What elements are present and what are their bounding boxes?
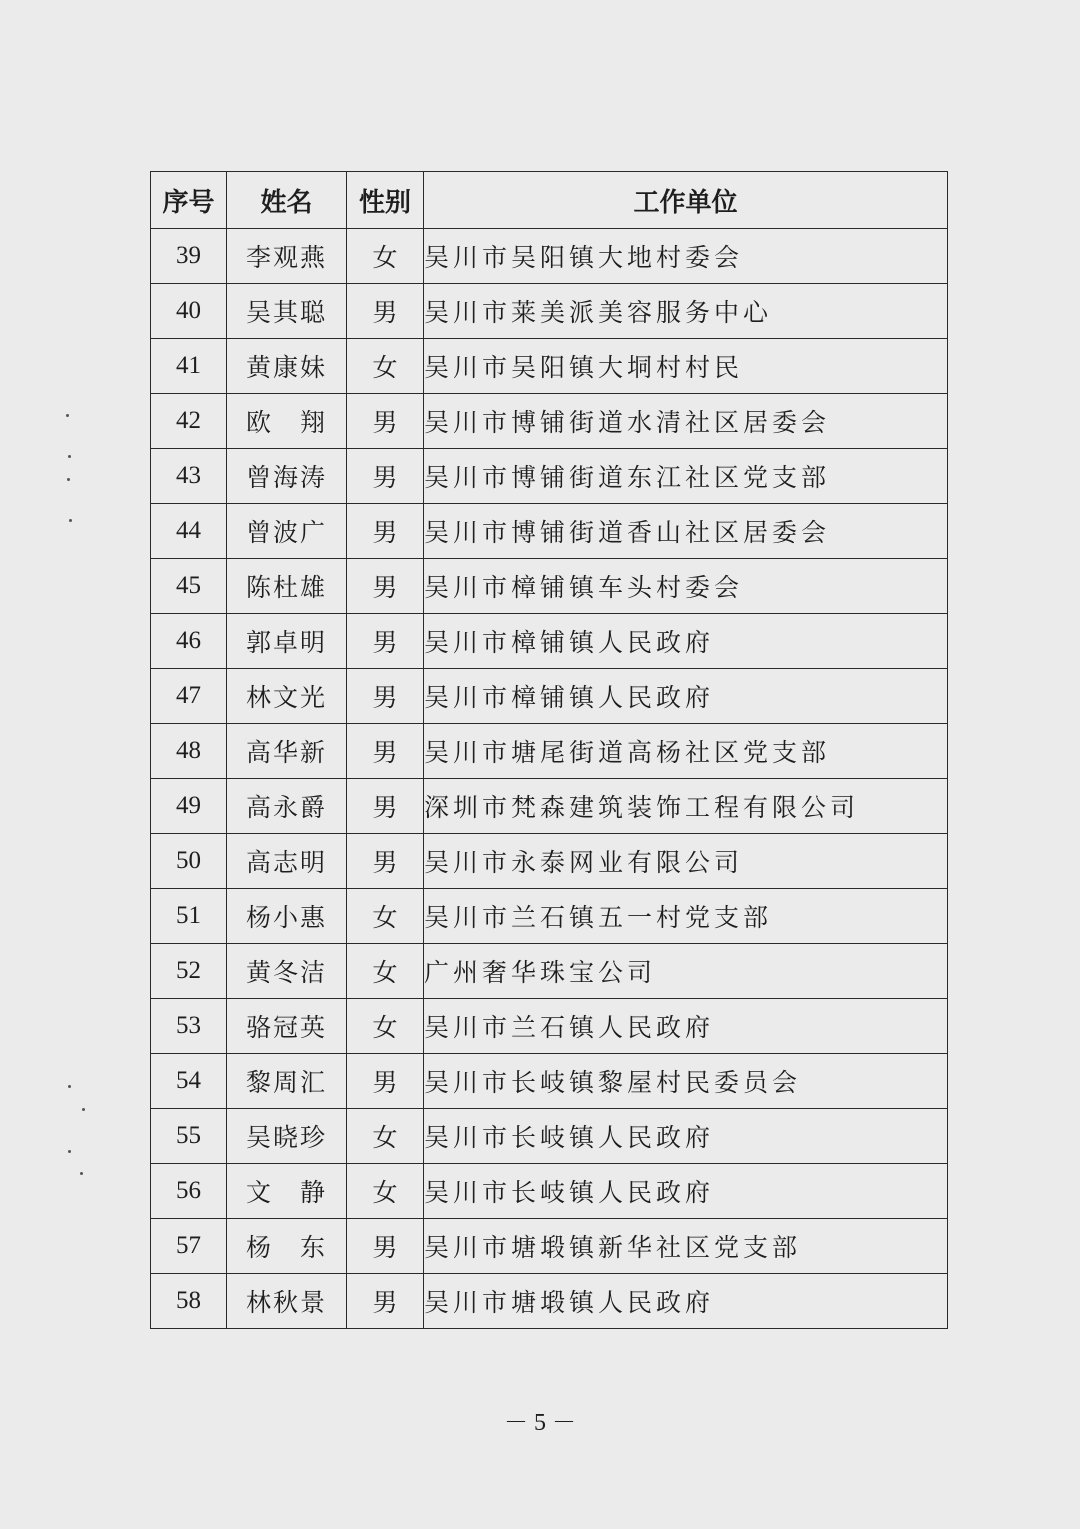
table-row: [151, 394, 948, 449]
work-unit-cell: 吴川市吴阳镇大地村委会: [424, 229, 948, 284]
page-number: － 5 －: [504, 1410, 576, 1436]
table-row: [151, 999, 948, 1054]
scan-speck: [69, 519, 72, 522]
work-unit-cell: 吴川市樟铺镇车头村委会: [424, 559, 948, 614]
work-unit-cell: 吴川市永泰网业有限公司: [424, 834, 948, 889]
serial-cell: 52: [151, 944, 227, 999]
sex-cell: 男: [347, 284, 424, 339]
table-header-row: [151, 172, 948, 229]
table-row: [151, 834, 948, 889]
name-cell: 李观燕: [227, 229, 347, 284]
header-work-unit: 工作单位: [424, 172, 948, 229]
table-body: [151, 229, 948, 1329]
sex-cell: 男: [347, 449, 424, 504]
work-unit-cell: 吴川市博铺街道东江社区党支部: [424, 449, 948, 504]
serial-cell: 51: [151, 889, 227, 944]
name-cell: 欧 翔: [227, 394, 347, 449]
work-unit-cell: 吴川市长岐镇黎屋村民委员会: [424, 1054, 948, 1109]
name-cell: 吴晓珍: [227, 1109, 347, 1164]
name-cell: 杨 东: [227, 1219, 347, 1274]
serial-cell: 50: [151, 834, 227, 889]
sex-cell: 女: [347, 944, 424, 999]
sex-cell: 男: [347, 559, 424, 614]
table-row: [151, 229, 948, 284]
table-row: [151, 1109, 948, 1164]
work-unit-cell: 吴川市长岐镇人民政府: [424, 1164, 948, 1219]
table-row: [151, 1274, 948, 1329]
work-unit-cell: 吴川市兰石镇五一村党支部: [424, 889, 948, 944]
serial-cell: 47: [151, 669, 227, 724]
serial-cell: 58: [151, 1274, 227, 1329]
work-unit-cell: 吴川市吴阳镇大垌村村民: [424, 339, 948, 394]
sex-cell: 女: [347, 339, 424, 394]
serial-cell: 56: [151, 1164, 227, 1219]
name-cell: 高华新: [227, 724, 347, 779]
scan-speck: [68, 1150, 71, 1153]
name-cell: 黄康妹: [227, 339, 347, 394]
name-cell: 黎周汇: [227, 1054, 347, 1109]
serial-cell: 41: [151, 339, 227, 394]
name-cell: 杨小惠: [227, 889, 347, 944]
table-row: [151, 284, 948, 339]
name-cell: 林文光: [227, 669, 347, 724]
header-sex: 性别: [347, 172, 424, 229]
name-cell: 骆冠英: [227, 999, 347, 1054]
header-serial: 序号: [151, 172, 227, 229]
sex-cell: 男: [347, 779, 424, 834]
table-row: [151, 339, 948, 394]
serial-cell: 43: [151, 449, 227, 504]
table-row: [151, 1054, 948, 1109]
sex-cell: 女: [347, 1109, 424, 1164]
work-unit-cell: 吴川市兰石镇人民政府: [424, 999, 948, 1054]
table-row: [151, 1164, 948, 1219]
name-cell: 高永爵: [227, 779, 347, 834]
scan-speck: [80, 1172, 83, 1175]
work-unit-cell: 吴川市莱美派美容服务中心: [424, 284, 948, 339]
sex-cell: 男: [347, 669, 424, 724]
table-row: [151, 724, 948, 779]
header-name: 姓名: [227, 172, 347, 229]
table-row: [151, 559, 948, 614]
serial-cell: 55: [151, 1109, 227, 1164]
work-unit-cell: 吴川市博铺街道水清社区居委会: [424, 394, 948, 449]
work-unit-cell: 吴川市塘尾街道高杨社区党支部: [424, 724, 948, 779]
table-row: [151, 669, 948, 724]
name-cell: 文 静: [227, 1164, 347, 1219]
scan-speck: [67, 478, 70, 481]
work-unit-cell: 吴川市樟铺镇人民政府: [424, 614, 948, 669]
roster-table: [150, 171, 948, 1329]
name-cell: 吴其聪: [227, 284, 347, 339]
sex-cell: 男: [347, 1054, 424, 1109]
table-row: [151, 614, 948, 669]
work-unit-cell: 吴川市塘塅镇人民政府: [424, 1274, 948, 1329]
name-cell: 郭卓明: [227, 614, 347, 669]
table-row: [151, 1219, 948, 1274]
sex-cell: 男: [347, 1274, 424, 1329]
scan-speck: [82, 1108, 85, 1111]
table-row: [151, 504, 948, 559]
sex-cell: 女: [347, 889, 424, 944]
name-cell: 林秋景: [227, 1274, 347, 1329]
name-cell: 黄冬洁: [227, 944, 347, 999]
sex-cell: 男: [347, 504, 424, 559]
name-cell: 陈杜雄: [227, 559, 347, 614]
table-row: [151, 779, 948, 834]
sex-cell: 男: [347, 614, 424, 669]
name-cell: 高志明: [227, 834, 347, 889]
serial-cell: 40: [151, 284, 227, 339]
scan-speck: [68, 455, 71, 458]
table-row: [151, 889, 948, 944]
serial-cell: 54: [151, 1054, 227, 1109]
sex-cell: 男: [347, 394, 424, 449]
work-unit-cell: 吴川市长岐镇人民政府: [424, 1109, 948, 1164]
serial-cell: 48: [151, 724, 227, 779]
name-cell: 曾海涛: [227, 449, 347, 504]
serial-cell: 49: [151, 779, 227, 834]
serial-cell: 42: [151, 394, 227, 449]
serial-cell: 39: [151, 229, 227, 284]
name-cell: 曾波广: [227, 504, 347, 559]
work-unit-cell: 吴川市塘塅镇新华社区党支部: [424, 1219, 948, 1274]
serial-cell: 45: [151, 559, 227, 614]
serial-cell: 44: [151, 504, 227, 559]
sex-cell: 男: [347, 1219, 424, 1274]
scan-speck: [66, 414, 69, 417]
sex-cell: 男: [347, 834, 424, 889]
scan-speck: [68, 1085, 71, 1088]
work-unit-cell: 吴川市樟铺镇人民政府: [424, 669, 948, 724]
table-row: [151, 449, 948, 504]
serial-cell: 57: [151, 1219, 227, 1274]
work-unit-cell: 广州奢华珠宝公司: [424, 944, 948, 999]
serial-cell: 53: [151, 999, 227, 1054]
work-unit-cell: 吴川市博铺街道香山社区居委会: [424, 504, 948, 559]
work-unit-cell: 深圳市梵森建筑装饰工程有限公司: [424, 779, 948, 834]
sex-cell: 男: [347, 724, 424, 779]
table-row: [151, 944, 948, 999]
sex-cell: 女: [347, 229, 424, 284]
sex-cell: 女: [347, 1164, 424, 1219]
sex-cell: 女: [347, 999, 424, 1054]
serial-cell: 46: [151, 614, 227, 669]
